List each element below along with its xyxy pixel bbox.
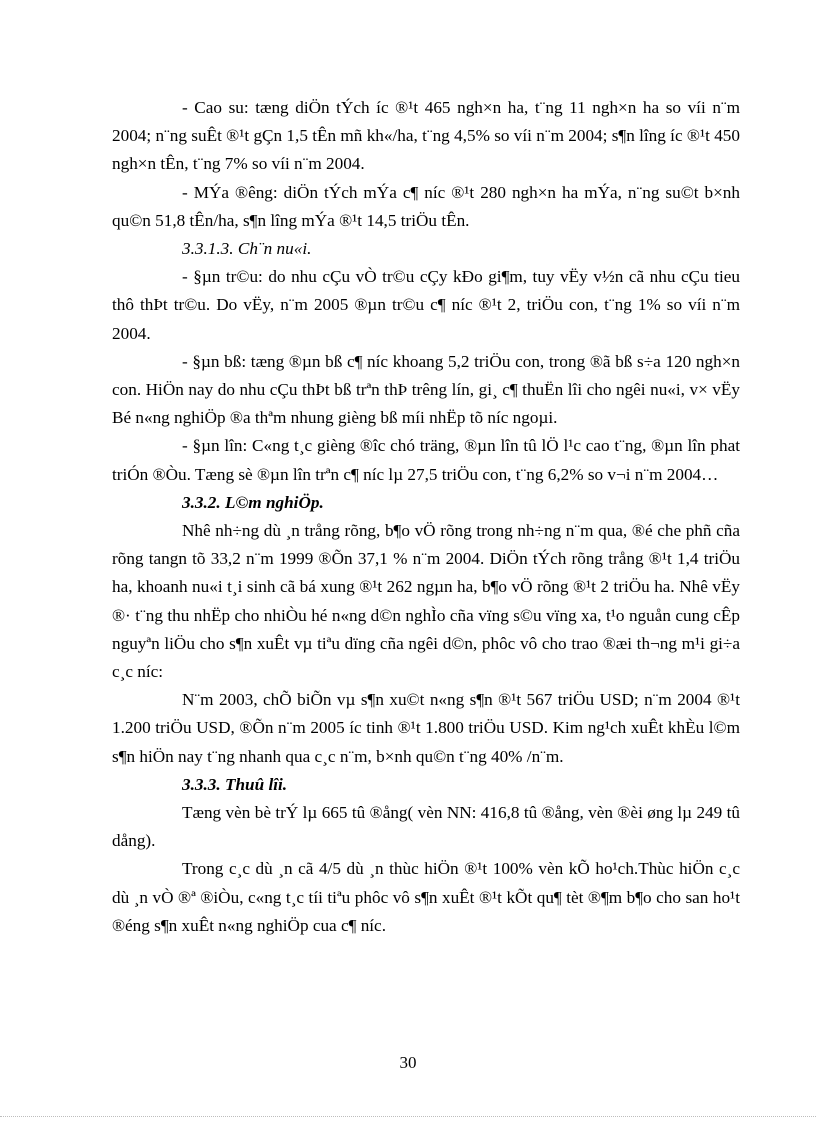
document-body xyxy=(112,94,740,940)
paragraph-dan-bo: - §µn bß: tæng ®µn bß c¶ níc khoang 5,2 triÖu con, trong ®ã bß s÷a 120 ngh×n con. HiÖn nay do nhu cÇu thÞt bß trªn thÞ trêng lín, gi¸ c¶ thuËn lîi cho ngêi nu«i, v× vËy Bé n«ng nghiÖp ®a thªm nhung gièng bß míi nhËp tõ níc ngoµi. xyxy=(112,351,740,428)
heading-thuy-loi: 3.3.3. Thuû lîi. xyxy=(182,774,288,794)
subheading-chan-nuoi: 3.3.1.3. Ch¨n nu«i. xyxy=(182,239,312,259)
paragraph-trong-rung: Nhê nh÷ng dù ¸n trång rõng, b¶o vÖ rõng trong nh÷ng n¨m qua, ®é che phñ cña rõng tangn tõ 33,2 n¨m 1999 ®Õn 37,1 % n¨m 2004. DiÖn tÝch rõng trång ®¹t 1,4 triÖu ha, khoanh nu«i t¸i sinh cã bá xung ®¹t 262 ngµn ha, b¶o vÖ rõng ®¹t 2 triÖu ha. Nhê vËy ®· t¨ng thu nhËp cho nhiÒu hé n«ng d©n nghÌo cña vïng s©u vïng xa, t¹o nguån cung cÊp nguyªn liÖu cho s¶n xuÊt vµ tiªu dïng cña ngêi d©n, phôc vô cho trao ®æi th¬ng m¹i gi÷a c¸c níc: xyxy=(112,521,740,682)
paragraph-che-bien: N¨m 2003, chÕ biÕn vµ s¶n xu©t n«ng s¶n ®¹t 567 triÖu USD; n¨m 2004 ®¹t 1.200 triÖu USD, ®Õn n¨m 2005 íc tinh ®¹t 1.800 triÖu USD. Kim ng¹ch xuÊt khÈu l©m s¶n hiÖn nay t¨ng nhanh qua c¸c n¨m, b×nh qu©n t¨ng 40% /n¨m. xyxy=(112,690,740,766)
page-number: 30 xyxy=(399,1053,417,1072)
paragraph-mia-duong: - MÝa ®êng: diÖn tÝch mÝa c¶ níc ®¹t 280 ngh×n ha mÝa, n¨ng su©t b×nh qu©n 51,8 tÊn/ha, s¶n lîng mÝa ®¹t 14,5 triÖu tÊn. xyxy=(112,182,740,230)
paragraph-du-an: Trong c¸c dù ¸n cã 4/5 dù ¸n thùc hiÖn ®¹t 100% vèn kÕ ho¹ch.Thùc hiÖn c¸c dù ¸n vÒ ®ª ®iÒu, c«ng t¸c tíi tiªu phôc vô s¶n xuÊt ®¹t kÕt qu¶ tèt ®¶m b¶o cho san ho¹t ®éng s¶n xuÊt n«ng nghiÖp cua c¶ níc. xyxy=(112,859,740,935)
heading-lam-nghiep: 3.3.2. L©m nghiÖp. xyxy=(182,492,324,512)
paragraph-cao-su: - Cao su: tæng diÖn tÝch íc ®¹t 465 ngh×n ha, t¨ng 11 ngh×n ha so víi n¨m 2004; n¨ng suÊt ®¹t gÇn 1,5 tÊn mñ kh«/ha, t¨ng 4,5% so víi n¨m 2004; s¶n lîng íc ®¹t 450 ngh×n tÊn, t¨ng 7% so víi n¨m 2004. xyxy=(112,98,740,174)
paragraph-dan-lon: - §µn lîn: C«ng t¸c gièng ®îc chó träng, ®µn lîn tû lÖ l¹c cao t¨ng, ®µn lîn phat triÓn ®Òu. Tæng sè ®µn lîn trªn c¶ níc lµ 27,5 triÖu con, t¨ng 6,2% so v¬i n¨m 2004… xyxy=(112,436,740,484)
paragraph-dan-trau: - §µn tr©u: do nhu cÇu vÒ tr©u cÇy kÐo gi¶m, tuy vËy v½n cã nhu cÇu tieu thô thÞt tr©u. Do vËy, n¨m 2005 ®µn tr©u c¶ níc ®¹t 2, triÖu con, t¨ng 1% so víi n¨m 2004. xyxy=(112,267,740,343)
paragraph-tong-von: Tæng vèn bè trÝ lµ 665 tû ®ång( vèn NN: 416,8 tû ®ång, vèn ®èi øng lµ 249 tû dång). xyxy=(112,803,740,851)
